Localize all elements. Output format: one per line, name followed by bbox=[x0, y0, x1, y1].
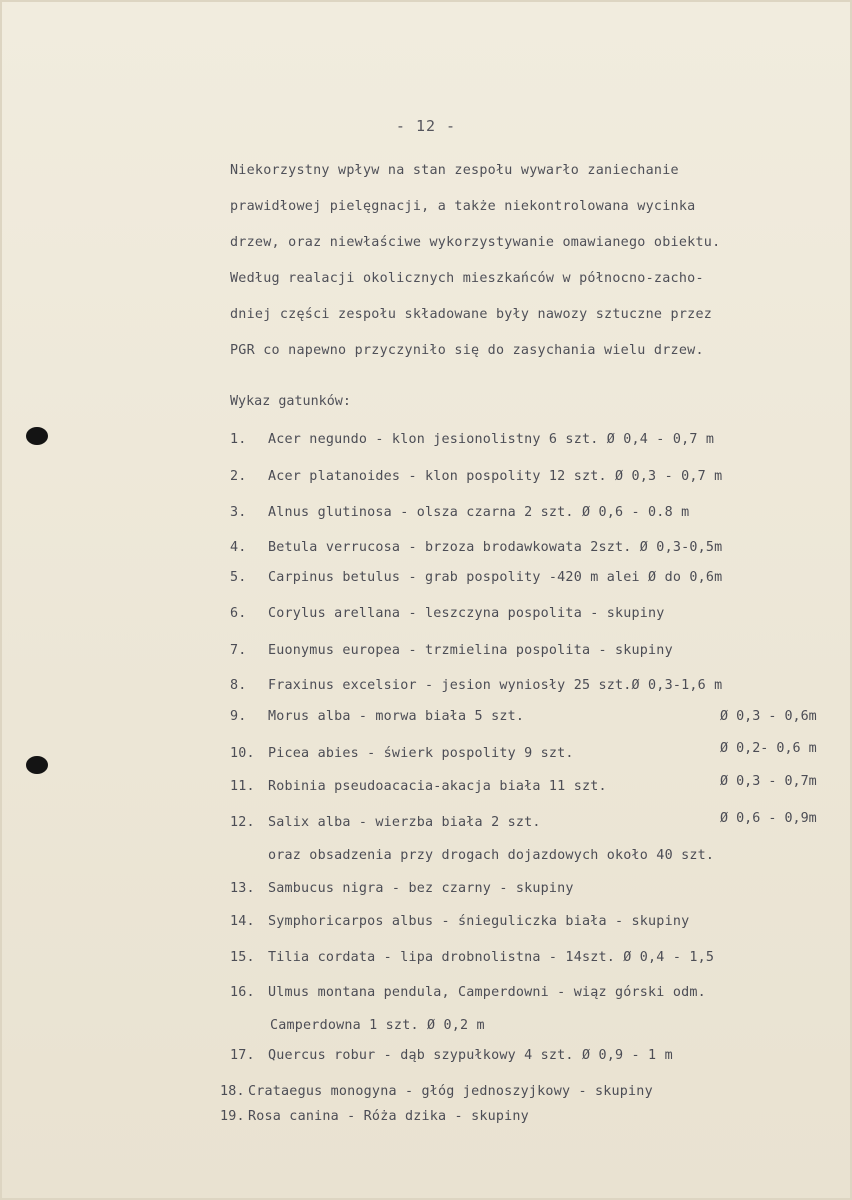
item-number: 1. bbox=[230, 432, 247, 447]
list-item bbox=[230, 570, 722, 585]
punch-hole bbox=[26, 427, 48, 445]
item-number: 9. bbox=[230, 709, 247, 724]
item-number: 15. bbox=[230, 950, 255, 965]
item-number: 5. bbox=[230, 570, 247, 585]
paragraph-line: Niekorzystny wpływ na stan zespołu wywarło zaniechanie bbox=[230, 163, 679, 178]
item-text: Betula verrucosa - brzoza brodawkowata 2szt. Ø 0,3-0,5m bbox=[268, 540, 723, 555]
list-item-continuation bbox=[268, 848, 714, 863]
punch-hole bbox=[26, 756, 48, 774]
item-text: Euonymus europea - trzmielina pospolita - skupiny bbox=[268, 643, 673, 658]
item-dimension: Ø 0,3 - 0,6m bbox=[720, 709, 817, 724]
item-text: oraz obsadzenia przy drogach dojazdowych około 40 szt. bbox=[268, 848, 715, 863]
list-item bbox=[230, 678, 722, 693]
item-dimension: Ø 0,6 - 0,9m bbox=[720, 811, 817, 826]
paragraph-line: prawidłowej pielęgnacji, a także niekontrolowana wycinka bbox=[230, 199, 696, 214]
paragraph-line: dniej części zespołu składowane były nawozy sztuczne przez bbox=[230, 307, 713, 322]
list-item bbox=[230, 815, 541, 830]
species-list-heading: Wykaz gatunków: bbox=[230, 394, 351, 409]
list-item bbox=[230, 914, 689, 929]
item-number: 11. bbox=[230, 779, 255, 794]
item-text: Camperdowna 1 szt. Ø 0,2 m bbox=[270, 1018, 485, 1033]
list-item bbox=[230, 540, 722, 555]
item-text: Rosa canina - Róża dzika - skupiny bbox=[248, 1109, 529, 1124]
item-number: 8. bbox=[230, 678, 247, 693]
item-text: Quercus robur - dąb szypułkowy 4 szt. Ø 0,9 - 1 m bbox=[268, 1048, 673, 1063]
item-text: Morus alba - morwa biała 5 szt. bbox=[268, 709, 525, 724]
page-number: - 12 - bbox=[395, 117, 457, 135]
item-number: 2. bbox=[230, 469, 247, 484]
list-item bbox=[230, 606, 665, 621]
item-number: 13. bbox=[230, 881, 255, 896]
item-number: 18. bbox=[220, 1084, 245, 1099]
list-item bbox=[230, 643, 673, 658]
item-text: Salix alba - wierzba biała 2 szt. bbox=[268, 815, 541, 830]
list-item bbox=[230, 469, 722, 484]
item-number: 16. bbox=[230, 985, 255, 1000]
list-item bbox=[230, 505, 689, 520]
item-text: Ulmus montana pendula, Camperdowni - wiąz górski odm. bbox=[268, 985, 706, 1000]
item-number: 17. bbox=[230, 1048, 255, 1063]
list-item bbox=[230, 432, 714, 447]
item-text: Acer negundo - klon jesionolistny 6 szt. Ø 0,4 - 0,7 m bbox=[268, 432, 715, 447]
item-text: Fraxinus excelsior - jesion wyniosły 25 szt.Ø 0,3-1,6 m bbox=[268, 678, 723, 693]
item-text: Robinia pseudoacacia-akacja biała 11 szt. bbox=[268, 779, 607, 794]
paragraph-line: Według realacji okolicznych mieszkańców w północno-zacho- bbox=[230, 271, 704, 286]
item-text: Sambucus nigra - bez czarny - skupiny bbox=[268, 881, 574, 896]
item-number: 3. bbox=[230, 505, 247, 520]
item-number: 7. bbox=[230, 643, 247, 658]
item-dimension: Ø 0,3 - 0,7m bbox=[720, 774, 817, 789]
item-number: 19. bbox=[220, 1109, 245, 1124]
item-text: Symphoricarpos albus - śnieguliczka biała - skupiny bbox=[268, 914, 690, 929]
item-number: 6. bbox=[230, 606, 247, 621]
list-item bbox=[220, 1084, 653, 1099]
item-text: Acer platanoides - klon pospolity 12 szt. Ø 0,3 - 0,7 m bbox=[268, 469, 723, 484]
item-number: 10. bbox=[230, 746, 255, 761]
item-number: 4. bbox=[230, 540, 247, 555]
list-item-continuation bbox=[270, 1018, 485, 1033]
item-dimension: Ø 0,2- 0,6 m bbox=[720, 741, 817, 756]
item-text: Alnus glutinosa - olsza czarna 2 szt. Ø 0,6 - 0.8 m bbox=[268, 505, 690, 520]
list-item bbox=[220, 1109, 529, 1124]
item-text: Picea abies - świerk pospolity 9 szt. bbox=[268, 746, 574, 761]
item-number: 14. bbox=[230, 914, 255, 929]
paragraph-line: drzew, oraz niewłaściwe wykorzystywanie omawianego obiektu. bbox=[230, 235, 721, 250]
list-item bbox=[230, 709, 524, 724]
list-item bbox=[230, 881, 574, 896]
list-item bbox=[230, 985, 706, 1000]
paragraph-line: PGR co napewno przyczyniło się do zasychania wielu drzew. bbox=[230, 343, 704, 358]
item-text: Crataegus monogyna - głóg jednoszyjkowy - skupiny bbox=[248, 1084, 653, 1099]
item-text: Carpinus betulus - grab pospolity -420 m alei Ø do 0,6m bbox=[268, 570, 723, 585]
item-text: Corylus arellana - leszczyna pospolita - skupiny bbox=[268, 606, 665, 621]
item-text: Tilia cordata - lipa drobnolistna - 14szt. Ø 0,4 - 1,5 bbox=[268, 950, 715, 965]
list-item bbox=[230, 950, 714, 965]
list-item bbox=[230, 779, 607, 794]
list-item bbox=[230, 1048, 673, 1063]
item-number: 12. bbox=[230, 815, 255, 830]
list-item bbox=[230, 746, 574, 761]
